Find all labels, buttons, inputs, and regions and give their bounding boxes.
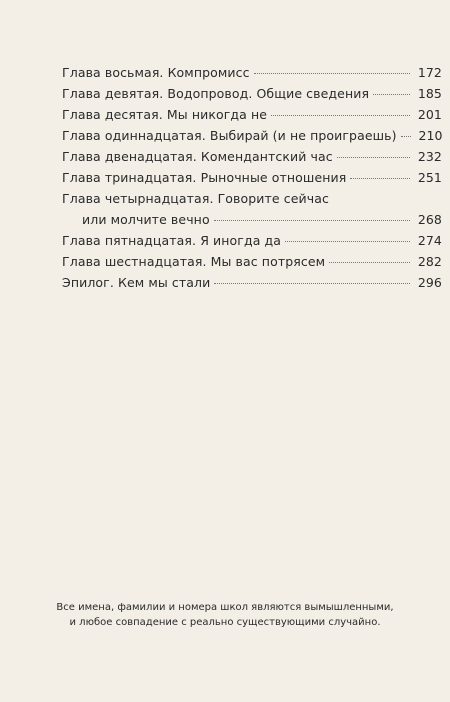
toc-entry (62, 83, 442, 104)
toc-entry-continuation (62, 209, 442, 230)
toc-entry (62, 62, 442, 83)
toc-dot-leader (214, 283, 410, 284)
toc-dot-leader (337, 157, 410, 158)
toc-entry-title: Глава шестнадцатая. Мы вас потрясем (62, 254, 326, 269)
toc-entry-page: 210 (418, 128, 443, 143)
toc-entry (62, 251, 442, 272)
disclaimer-footnote (0, 600, 450, 630)
toc-dot-leader (329, 262, 410, 263)
toc-entry-title: Глава тринадцатая. Рыночные отношения (62, 170, 347, 185)
toc-entry (62, 167, 442, 188)
toc-entry-title: Глава девятая. Водопровод. Общие сведения (62, 86, 370, 101)
toc-dot-leader (401, 136, 411, 137)
toc-entry (62, 230, 442, 251)
toc-entry-title: Эпилог. Кем мы стали (62, 275, 211, 290)
toc-dot-leader (271, 115, 410, 116)
toc-entry-page: 201 (417, 107, 442, 122)
toc-entry-page: 296 (417, 275, 442, 290)
toc-dot-leader (285, 241, 410, 242)
toc-entry-page: 274 (417, 233, 442, 248)
toc-entry (62, 146, 442, 167)
toc-entry (62, 272, 442, 293)
toc-entry-page: 268 (417, 212, 442, 227)
toc-entry-title: Глава четырнадцатая. Говорите сейчас (62, 191, 329, 206)
toc-entry-title: Глава двенадцатая. Комендантский час (62, 149, 333, 164)
toc-entry-page: 232 (417, 149, 442, 164)
toc-entry-title: Глава пятнадцатая. Я иногда да (62, 233, 282, 248)
toc-dot-leader (350, 178, 410, 179)
toc-entry (62, 125, 442, 146)
footnote-line: и любое совпадение с реально существующими случайно. (69, 617, 381, 628)
toc-dot-leader (373, 94, 410, 95)
toc-entry (62, 104, 442, 125)
toc-dot-leader (254, 73, 410, 74)
toc-entry-title: Глава восьмая. Компромисс (62, 65, 250, 80)
toc-entry-title: или молчите вечно (82, 212, 210, 227)
toc-entry-page: 282 (417, 254, 442, 269)
footnote-line: Все имена, фамилии и номера школ являются вымышленными, (56, 602, 394, 613)
toc-entry-page: 251 (417, 170, 442, 185)
table-of-contents (62, 62, 442, 293)
toc-entry (62, 188, 442, 209)
toc-entry-title: Глава одиннадцатая. Выбирай (и не проиграешь) (62, 128, 397, 143)
toc-dot-leader (214, 220, 410, 221)
toc-entry-title: Глава десятая. Мы никогда не (62, 107, 268, 122)
toc-entry-page: 185 (417, 86, 442, 101)
toc-entry-page: 172 (417, 65, 442, 80)
